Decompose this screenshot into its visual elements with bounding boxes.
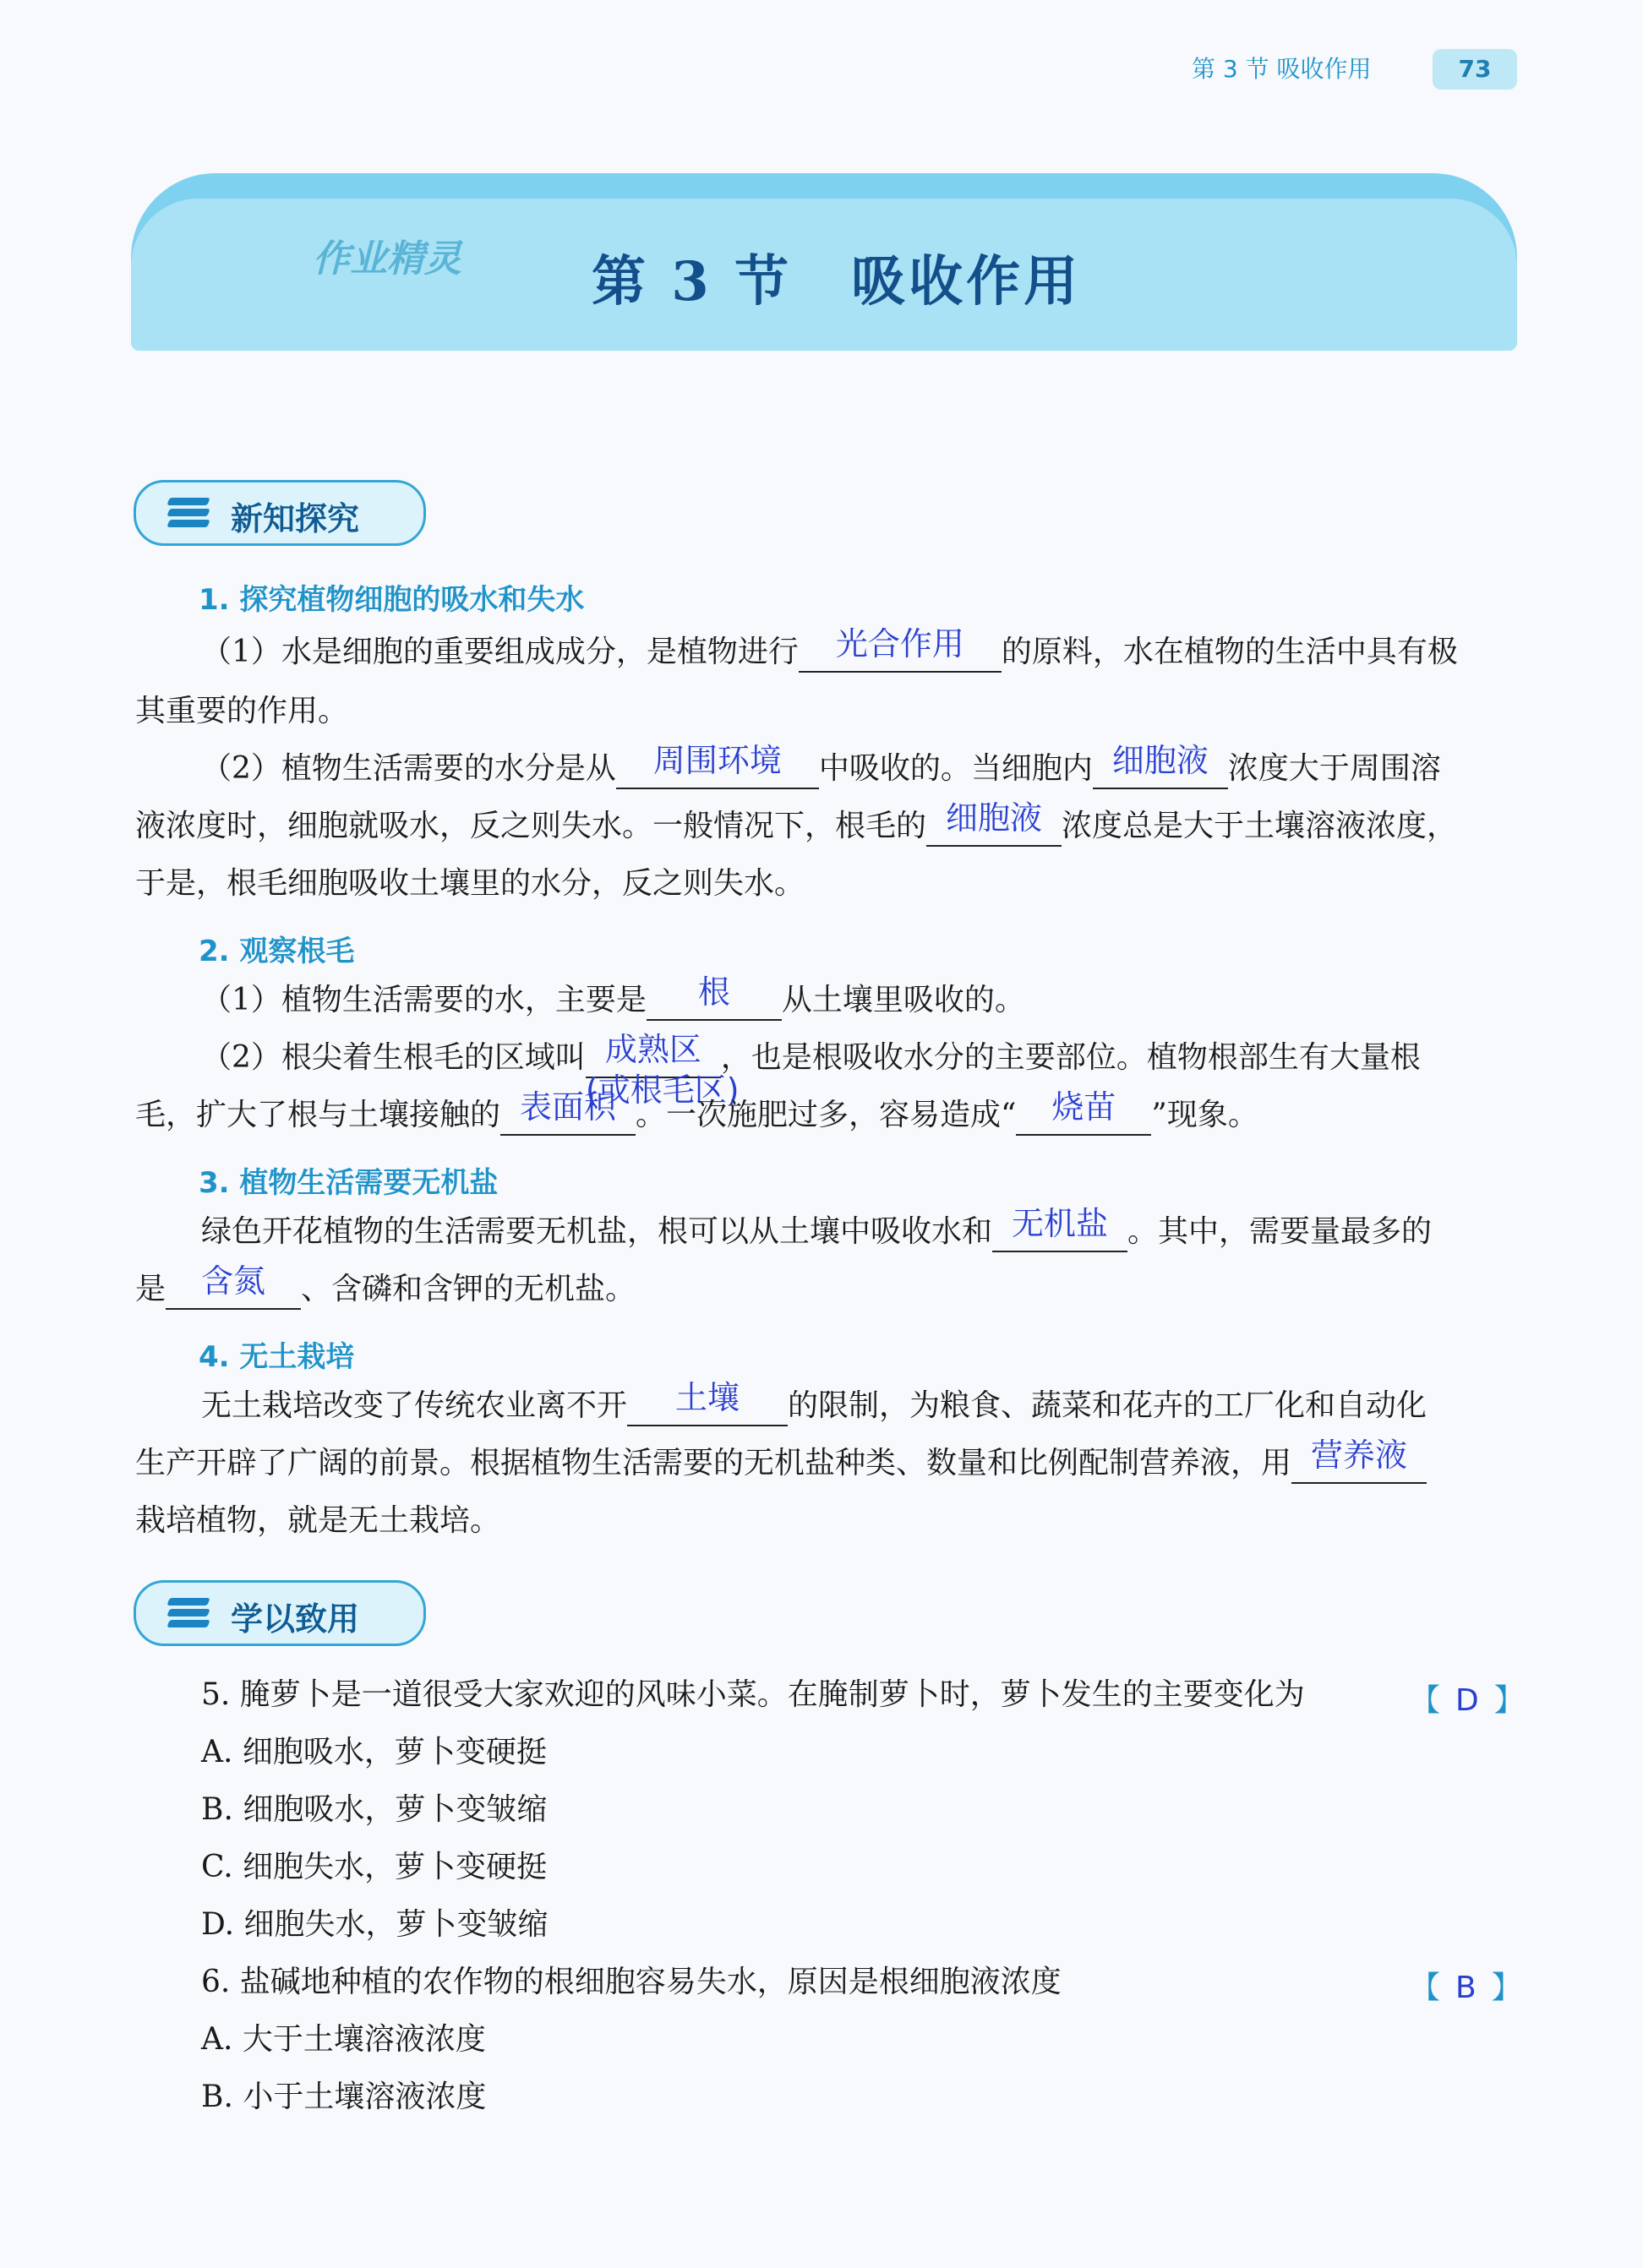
option: B. 细胞吸水，萝卜变皱缩 xyxy=(201,1792,548,1827)
question-6: 6. 盐碱地种植的农作物的根细胞容易失水，原因是根细胞液浓度 xyxy=(201,1965,1062,1999)
section-pill-new-knowledge: 新知探究 xyxy=(134,480,426,546)
answer-bracket-5: 【 D 】 xyxy=(1410,1683,1525,1718)
paragraph-line: 栽培植物，就是无土栽培。 xyxy=(135,1503,501,1538)
option: B. 小于土壤溶液浓度 xyxy=(201,2080,487,2114)
paragraph-line: 生产开辟了广阔的前景。根据植物生活需要的无机盐种类、数量和比例配制营养液，用 营养液 xyxy=(135,1443,1427,1484)
section-pill-apply: 学以致用 xyxy=(134,1580,426,1646)
option: D. 细胞失水，萝卜变皱缩 xyxy=(201,1907,549,1942)
paragraph-line: （1）水是细胞的重要组成成分，是植物进行 光合作用 的原料，水在植物的生活中具有极 xyxy=(201,632,1458,673)
option: A. 细胞吸水，萝卜变硬挺 xyxy=(201,1735,547,1769)
answer-bracket-6: 【 B 】 xyxy=(1410,1971,1522,2005)
page-number: 73 xyxy=(1433,49,1517,90)
paragraph-line: （2）根尖着生根毛的区域叫 成熟区 (或根毛区) ，也是根吸收水分的主要部位。植物根部生有大量根 xyxy=(201,1031,1421,1109)
paragraph-line: 无土栽培改变了传统农业离不开 土壤 的限制，为粮食、蔬菜和花卉的工厂化和自动化 xyxy=(201,1386,1427,1426)
paragraph-line: 毛，扩大了根与土壤接触的 表面积 。一次施肥过多，容易造成“ 烧苗 ”现象。 xyxy=(135,1095,1258,1136)
books-icon xyxy=(168,498,209,528)
topic-heading-2: 2. 观察根毛 xyxy=(199,935,355,968)
question-5: 5. 腌萝卜是一道很受大家欢迎的风味小菜。在腌制萝卜时，萝卜发生的主要变化为 xyxy=(201,1677,1305,1712)
option: A. 大于土壤溶液浓度 xyxy=(201,2022,486,2057)
running-header: 第 3 节 吸收作用 xyxy=(1192,55,1372,83)
topic-heading-4: 4. 无土栽培 xyxy=(199,1340,355,1374)
logo-text: 作业精灵 xyxy=(313,237,461,281)
option: C. 细胞失水，萝卜变硬挺 xyxy=(201,1850,548,1884)
topic-heading-3: 3. 植物生活需要无机盐 xyxy=(199,1166,499,1200)
books-icon xyxy=(168,1598,209,1628)
paragraph-line: 其重要的作用。 xyxy=(135,694,349,728)
paragraph-line: （2）植物生活需要的水分是从 周围环境 中吸收的。当细胞内 细胞液 浓度大于周围溶 xyxy=(201,749,1441,789)
paragraph-line: 于是，根毛细胞吸收土壤里的水分，反之则失水。 xyxy=(135,866,805,901)
page-title: 第 3 节 吸收作用 xyxy=(592,250,1082,313)
paragraph-line: （1）植物生活需要的水，主要是 根 从土壤里吸收的。 xyxy=(201,980,1025,1021)
topic-heading-1: 1. 探究植物细胞的吸水和失水 xyxy=(199,583,585,617)
paragraph-line: 是 含氮 、含磷和含钾的无机盐。 xyxy=(135,1269,636,1310)
paragraph-line: 绿色开花植物的生活需要无机盐，根可以从土壤中吸收水和 无机盐 。其中，需要量最多的 xyxy=(201,1212,1432,1252)
paragraph-line: 液浓度时，细胞就吸水，反之则失水。一般情况下，根毛的 细胞液 浓度总是大于土壤溶液浓度， xyxy=(135,806,1457,847)
